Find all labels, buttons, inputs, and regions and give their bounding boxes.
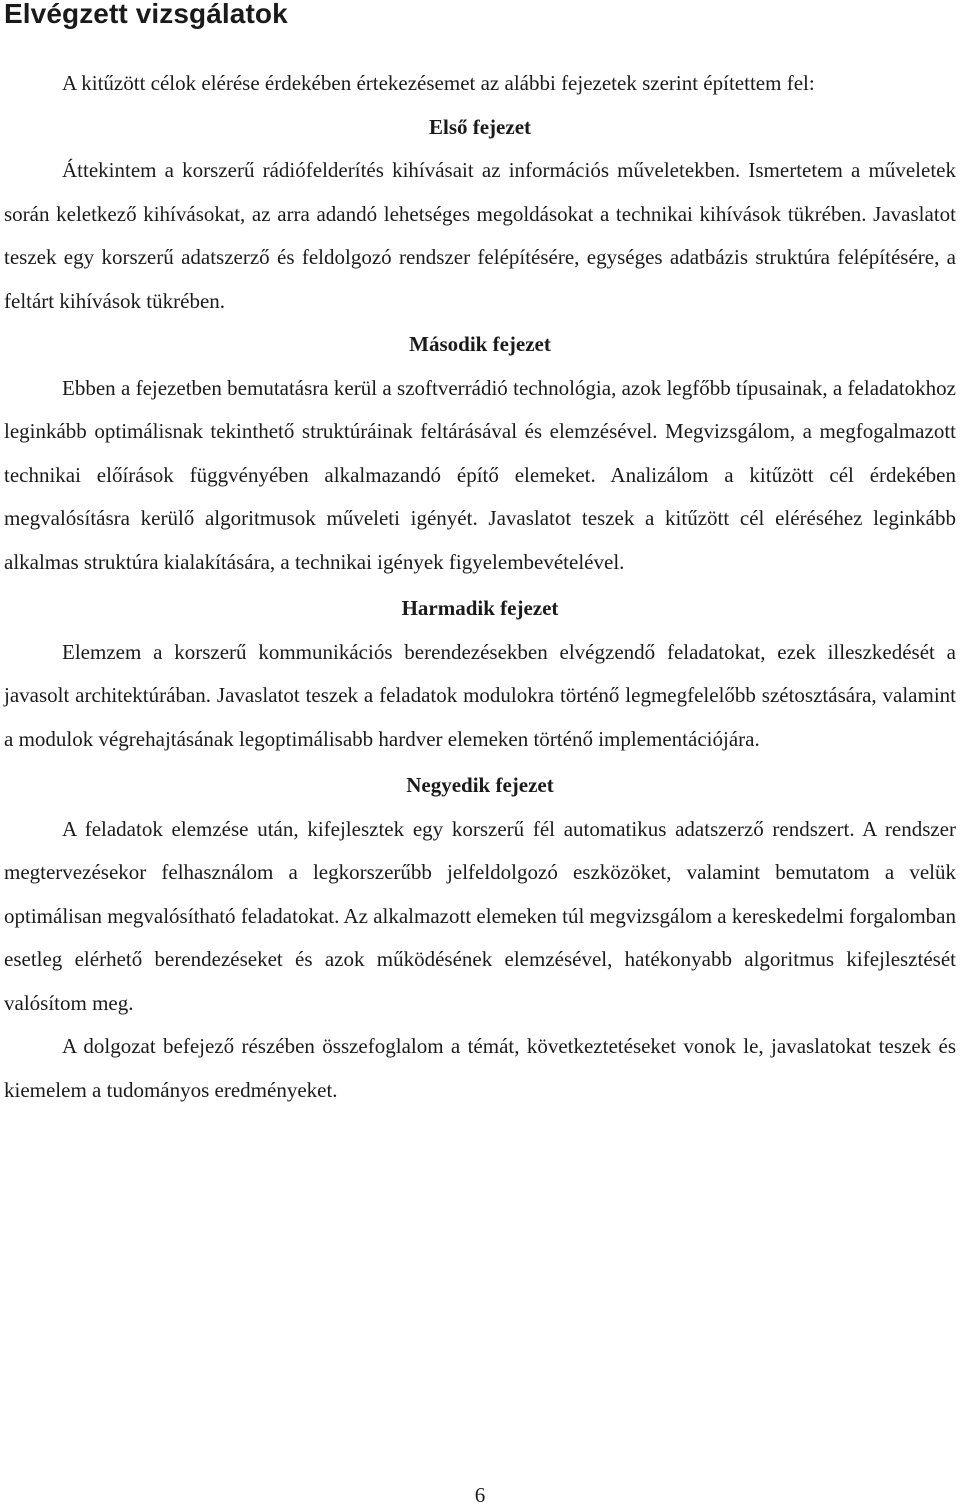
section-title: Elvégzett vizsgálatok <box>4 0 288 29</box>
chapter-paragraph: A feladatok elemzése után, kifejlesztek egy korszerű fél automatikus adatszerző rendszert. A rendszer megtervezésekor felhasználom a legkorszerűbb jelfeldolgozó eszközöket, valamint bemutatom a velük optimálisan megvalósítható feladatokat. Az alkalmazott elemeken túl megvizsgálom a kereskedelmi forgalomban esetleg elérhető berendezéseket és azok működésének elemzésével, hatékonyabb algoritmus kifejlesztését valósítom meg. <box>4 816 956 1015</box>
chapter-heading: Második fejezet <box>409 332 551 356</box>
intro-paragraph: A kitűzött célok elérése érdekében értekezésemet az alábbi fejezetek szerint építettem fel: <box>62 71 815 95</box>
document-body <box>4 62 956 1112</box>
chapter-heading: Harmadik fejezet <box>401 596 559 620</box>
chapter-paragraph: Elemzem a korszerű kommunikációs berendezésekben elvégzendő feladatokat, ezek illeszkedését a javasolt architektúrában. Javaslatot teszek a feladatok modulokra történő legmegfelelőbb szétosztására, valamint a modulok végrehajtásának legoptimálisabb hardver elemeken történő implementációjára. <box>4 639 956 751</box>
chapter-paragraph: Ebben a fejezetben bemutatásra kerül a szoftverrádió technológia, azok legfőbb típusainak, a feladatokhoz leginkább optimálisnak tekinthető struktúráinak feltárásával és elemzésével. Megvizsgálom, a megfogalmazott technikai előírások függvényében alkalmazandó építő elemeket. Analizálom a kitűzött cél érdekében megvalósításra kerülő algoritmusok műveleti igényét. Javaslatot teszek a kitűzött cél eléréséhez leginkább alkalmas struktúra kialakítására, a technikai igények figyelembevételével. <box>4 375 956 574</box>
chapter-heading: Első fejezet <box>428 114 532 139</box>
page-number: 6 <box>474 1483 486 1507</box>
chapter-heading: Negyedik fejezet <box>406 773 554 797</box>
closing-paragraph: A dolgozat befejező részében összefoglalom a témát, következtetéseket vonok le, javaslatokat teszek és kiemelem a tudományos eredményeket. <box>4 1034 956 1102</box>
chapter-3 <box>4 587 956 761</box>
chapter-2 <box>4 323 956 584</box>
chapter-1 <box>4 106 956 324</box>
chapter-4 <box>4 764 956 1025</box>
chapter-paragraph: Áttekintem a korszerű rádiófelderítés kihívásait az információs műveletekben. Ismertetem a műveletek során keletkező kihívásokat, az arra adandó lehetséges megoldásokat a technikai kihívások tükrében. Javaslatot teszek egy korszerű adatszerző és feldolgozó rendszer felépítésére, egységes adatbázis struktúra felépítésére, a feltárt kihívások tükrében. <box>4 158 956 313</box>
